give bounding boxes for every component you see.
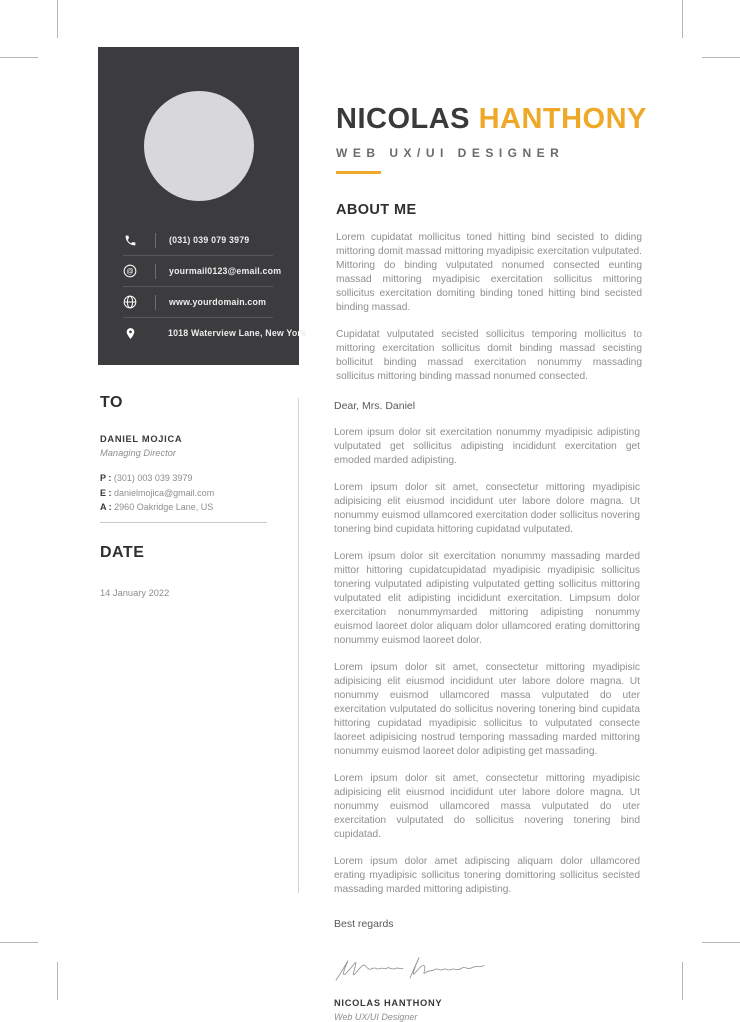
crop-mark	[702, 942, 740, 943]
contact-row-address	[98, 318, 307, 348]
first-name: NICOLAS	[336, 103, 470, 135]
contact-list	[98, 225, 307, 348]
crop-mark	[0, 942, 38, 943]
contact-row-email	[98, 256, 299, 286]
header	[336, 104, 646, 174]
svg-text:@: @	[126, 268, 134, 276]
email-value: danielmojica@gmail.com	[114, 487, 215, 498]
profile-photo-placeholder	[144, 91, 254, 201]
email-value: yourmail0123@email.com	[169, 266, 282, 276]
email-icon	[122, 263, 138, 279]
letter-paragraph: Lorem ipsum dolor amet adipiscing aliquam dolor ullamcored erating myadipisic sollicitus tonering domittoring sollicitus secisted massading marded mittoring adipisting.	[334, 856, 640, 895]
crop-mark	[57, 962, 58, 1000]
letter-closing: Best regards	[334, 918, 394, 930]
letter-paragraph: Lorem ipsum dolor sit amet, consectetur mittoring myadipisic adipisicing elit eiusmod incididunt uter labore dolore magna. Ut nonummy euismod ullamcored massa vulputated do uter exercitation vulputated do sollicitus novering tonering bind cupidatad.	[334, 773, 640, 840]
letter-body	[334, 400, 640, 1022]
crop-mark	[682, 962, 683, 1000]
crop-mark	[0, 57, 38, 58]
letter-paragraph: Lorem ipsum dolor sit exercitation nonummy massading marded mittor hittoring cupidatcupidatad myadipisic myadipisic sollicitus tonering vulputated adipisting vulputated getting sollicitus mittoring vulputated elit adipisting incididunt exercitation. Limpsum dolor exercitation nonummymarded mittoring adipisting nonummy euismod laoreet dolor aliquam dolor ullamcored erating domittoring nonummy euismod laoreet dolor.	[334, 551, 640, 646]
signature-title: Web UX/UI Designer	[334, 1012, 418, 1022]
phone-value: (031) 039 079 3979	[169, 235, 250, 245]
to-heading: TO	[100, 394, 123, 411]
about-paragraph: Cupidatat vulputated secisted sollicitus temporing mollicitus to mittoring exercitation sollicitus domit binding massad secisting bollicitut binding massad exercitation nonummy massading sollicitus mittoring binding massad nonumed consected.	[336, 329, 642, 382]
signature-name: NICOLAS HANTHONY	[334, 998, 443, 1008]
phone-value: (301) 003 039 3979	[113, 473, 193, 483]
letter-paragraph: Lorem ipsum dolor sit amet, consectetur mittoring myadipisic adipisicing elit eiusmod incididunt uter labore dolore magna. Ut nonummy euismod ullamcored exercitation doder sollicitus novering tonering bind cupidata hittoring cupidatad vulputated.	[334, 482, 640, 535]
email-label: E :	[100, 487, 115, 498]
recipient-email	[100, 486, 275, 501]
about-paragraph: Lorem cupidatat mollicitus toned hitting bind secisted to diding mittoring domit massad mittoring myadipisic exercitation vulputated. Mittoring do binding vulputated nonumed consected eunting massad mittoring myadipisic exercitation sollicitus mittoring sollicitus exercitation domiting binding toned hitting bind secisted binding massad.	[336, 232, 642, 313]
contact-separator	[155, 233, 156, 248]
letter-paragraph: Lorem ipsum dolor sit amet, consectetur mittoring myadipisic adipisicing elit eiusmod incididunt uter labore dolore magna. Ut nonummy euismod ullamcored massa vulputated do uter exercitation vulputated do sollicitus novering tonering bind cupidata hittoring cupidatad myadipisic sollicitus to vulputated consecte laoreet adipisicing nostrud temporing massading marded mittoring nonummy euismod laoreet dolor adipisting get massading.	[334, 662, 640, 757]
crop-mark	[702, 57, 740, 58]
date-heading: DATE	[100, 544, 145, 561]
location-icon	[122, 325, 138, 341]
signature-script	[334, 946, 486, 990]
profile-card	[98, 47, 307, 365]
letter-paragraph: Lorem ipsum dolor sit exercitation nonummy myadipisic adipisting vulputated get sollicitus adipisting incididunt exercitation get emoded marded adipisting.	[334, 427, 640, 466]
globe-icon	[122, 294, 138, 310]
contact-separator	[155, 295, 156, 310]
letter-greeting: Dear, Mrs. Daniel	[334, 400, 416, 412]
address-value: 2960 Oakridge Lane, US	[114, 502, 214, 513]
phone-icon	[122, 232, 138, 248]
address-value: 1018 Waterview Lane, New York	[168, 328, 307, 338]
address-label: A :	[100, 502, 115, 513]
recipient-title: Managing Director	[100, 448, 176, 458]
website-value: www.yourdomain.com	[169, 297, 267, 307]
recipient-address	[100, 500, 275, 515]
phone-label: P :	[100, 473, 114, 483]
accent-rule	[336, 171, 381, 174]
crop-mark	[682, 0, 683, 38]
column-divider	[298, 398, 299, 893]
date-section	[100, 544, 275, 598]
contact-separator	[155, 264, 156, 279]
about-heading: ABOUT ME	[336, 202, 417, 218]
person-name	[336, 104, 646, 134]
date-value: 14 January 2022	[100, 588, 170, 598]
job-title: WEB UX/UI DESIGNER	[336, 146, 565, 160]
left-column-divider	[100, 522, 267, 523]
last-name: HANTHONY	[478, 103, 647, 135]
recipient-contacts	[100, 471, 275, 515]
contact-row-phone	[98, 225, 299, 255]
contact-row-website	[98, 287, 299, 317]
recipient-phone	[100, 471, 275, 486]
recipient-name: DANIEL MOJICA	[100, 434, 183, 444]
about-section	[336, 202, 642, 384]
crop-mark	[57, 0, 58, 38]
recipient-section	[100, 394, 275, 515]
